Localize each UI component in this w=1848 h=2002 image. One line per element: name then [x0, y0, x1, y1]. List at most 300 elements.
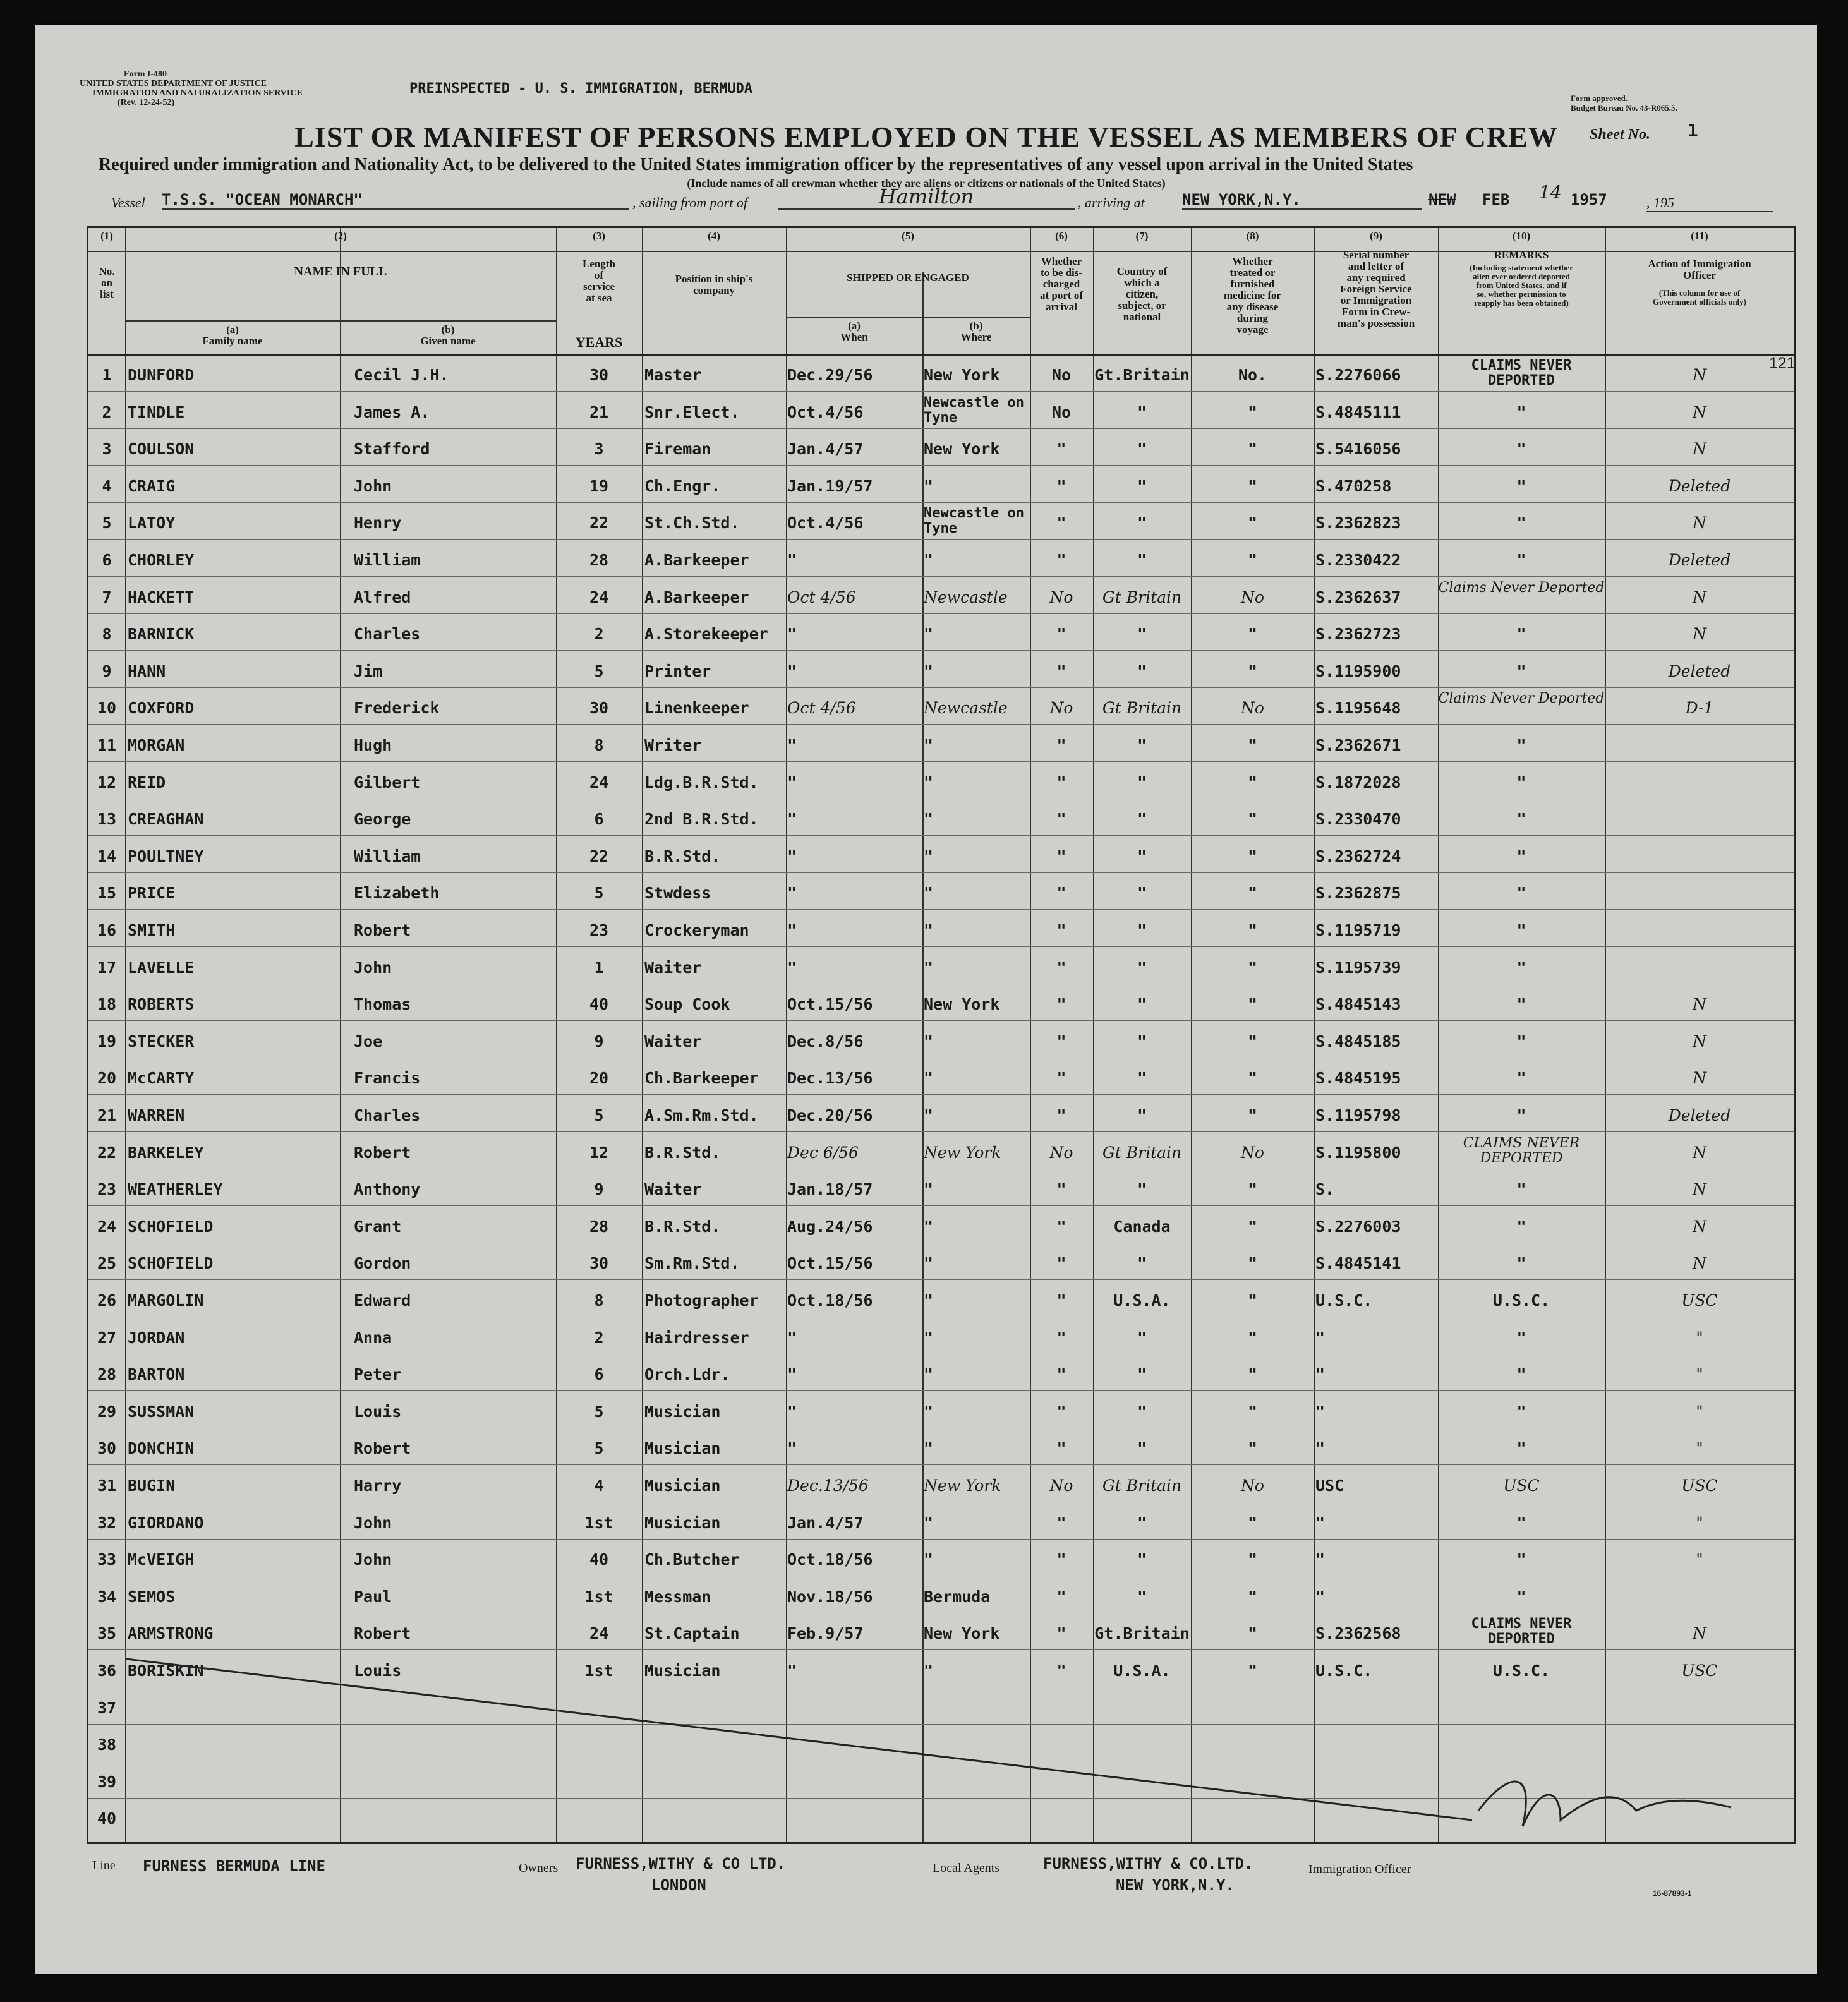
cell-where: " [924, 736, 934, 754]
cell-no: 27 [97, 1328, 117, 1347]
cell-when: " [787, 551, 797, 569]
sailing-port: Hamilton [778, 184, 1075, 210]
cell-action: " [1696, 1402, 1703, 1421]
cell-when: " [787, 773, 797, 792]
col-header-action-note: (This column for use of Government officials only) [1652, 288, 1747, 306]
cell-discharge: " [1056, 847, 1066, 865]
cell-position: Musician [644, 1661, 721, 1680]
cell-serial: " [1315, 1365, 1326, 1384]
manifest-sheet [35, 25, 1817, 1974]
cell-given: Charles [354, 625, 421, 644]
cell-position: Soup Cook [644, 995, 730, 1014]
cell-years: 6 [594, 1365, 604, 1384]
cell-no: 4 [102, 476, 112, 495]
cell-where: New York [924, 366, 1000, 384]
cell-no: 1 [102, 366, 112, 384]
cell-treated: " [1247, 1106, 1258, 1125]
cell-where: " [924, 1217, 934, 1236]
cell-when: " [787, 847, 797, 865]
cell-given: John [354, 1513, 392, 1532]
cell-country: " [1137, 1328, 1147, 1347]
cell-position: Linenkeeper [644, 699, 749, 718]
cell-family: BARTON [128, 1365, 185, 1384]
cell-serial: U.S.C. [1315, 1661, 1373, 1680]
cell-remarks: " [1516, 514, 1526, 533]
cell-discharge: " [1056, 625, 1066, 644]
cell-action: N [1693, 402, 1706, 421]
cell-no: 33 [97, 1550, 117, 1569]
cell-treated: " [1247, 1217, 1258, 1236]
col-header-shipped: SHIPPED OR ENGAGED [847, 272, 969, 284]
sailing-label: , sailing from port of [632, 195, 747, 210]
cell-where: New York [924, 1143, 1001, 1162]
cell-treated: " [1247, 1587, 1258, 1606]
cell-serial: USC [1315, 1476, 1344, 1495]
cell-family: BARKELEY [128, 1143, 204, 1162]
cell-discharge: " [1056, 1439, 1066, 1458]
cell-treated: " [1247, 440, 1258, 459]
cell-serial: S.1872028 [1315, 773, 1401, 792]
arriving-port: NEW YORK,N.Y. [1182, 191, 1422, 210]
cell-family: WEATHERLEY [128, 1180, 223, 1199]
cell-remarks: " [1516, 1439, 1526, 1458]
cell-family: POULTNEY [128, 847, 204, 865]
cell-no: 12 [97, 773, 117, 792]
cell-serial: S.4845141 [1315, 1254, 1401, 1273]
cell-discharge: " [1056, 440, 1066, 459]
cell-treated: " [1247, 551, 1258, 569]
cell-given: Edward [354, 1291, 411, 1310]
cell-position: Musician [644, 1402, 721, 1421]
cell-no: 20 [97, 1069, 117, 1088]
cell-discharge: " [1056, 1661, 1066, 1680]
cell-treated: " [1247, 1365, 1258, 1384]
cell-when: " [787, 1661, 797, 1680]
cell-position: Crockeryman [644, 921, 749, 939]
cell-given: Alfred [354, 588, 411, 606]
cell-years: 40 [589, 1550, 609, 1569]
cell-family: ROBERTS [128, 995, 195, 1014]
cell-years: 28 [589, 1217, 609, 1236]
cell-serial: S.4845143 [1315, 995, 1401, 1014]
cell-discharge: " [1056, 1587, 1066, 1606]
cell-family: BUGIN [128, 1476, 176, 1495]
cell-where: " [924, 1550, 934, 1569]
cell-remarks: " [1516, 736, 1526, 754]
cell-remarks: USC [1503, 1476, 1540, 1495]
cell-years: 5 [594, 884, 604, 903]
line-label: Line [92, 1859, 116, 1872]
cell-given: Grant [354, 1217, 402, 1236]
cell-treated: " [1247, 476, 1258, 495]
cell-position: Musician [644, 1476, 721, 1495]
vessel-label: Vessel [111, 195, 145, 210]
col-header-length: Length of service at sea [583, 258, 615, 304]
year-suffix: , 195 [1646, 195, 1773, 212]
cell-when: Oct.15/56 [787, 995, 873, 1014]
col-header-no: No. on list [99, 265, 115, 300]
cell-when: " [787, 736, 797, 754]
cell-action: N [1693, 1069, 1706, 1088]
cell-years: 20 [589, 1069, 609, 1088]
cell-no: 28 [97, 1365, 117, 1384]
cell-given: Joe [354, 1032, 383, 1051]
cell-years: 21 [589, 402, 609, 421]
cell-years: 1 [594, 958, 604, 977]
col-header-name: NAME IN FULL [294, 265, 387, 279]
cell-years: 1st [584, 1661, 613, 1680]
cell-no: 8 [102, 625, 112, 644]
form-identifier [80, 69, 303, 107]
cell-discharge: " [1056, 476, 1066, 495]
sheet-no-value: 1 [1688, 120, 1698, 141]
cell-given: Harry [354, 1476, 402, 1495]
cell-action: USC [1681, 1661, 1718, 1680]
cell-position: B.R.Std. [644, 847, 721, 865]
cell-treated: " [1247, 884, 1258, 903]
approved-text: Form approved. [1571, 93, 1628, 103]
cell-when: " [787, 1328, 797, 1347]
cell-when: Jan.4/57 [787, 440, 864, 459]
cell-when: Jan.19/57 [787, 476, 873, 495]
cell-treated: " [1247, 1180, 1258, 1199]
cell-action: N [1693, 1217, 1706, 1236]
cell-given: George [354, 810, 411, 829]
cell-country: " [1137, 1439, 1147, 1458]
cell-action: D-1 [1685, 699, 1714, 718]
owners-label: Owners [519, 1861, 559, 1875]
cell-family: HACKETT [128, 588, 195, 606]
cell-family: GIORDANO [128, 1513, 204, 1532]
cell-where: Newcastle [924, 588, 1008, 606]
cell-serial: S.2362724 [1315, 847, 1401, 865]
owners-value: FURNESS,WITHY & CO LTD. [576, 1855, 786, 1872]
cell-family: COULSON [128, 440, 195, 459]
cell-discharge: " [1056, 1513, 1066, 1532]
cell-treated: " [1247, 1513, 1258, 1532]
cell-no: 17 [97, 958, 117, 977]
cell-no: 13 [97, 810, 117, 829]
cell-position: Hairdresser [644, 1328, 749, 1347]
cell-family: JORDAN [128, 1328, 185, 1347]
cell-position: Waiter [644, 958, 702, 977]
cell-action: USC [1681, 1476, 1718, 1495]
col-header-country: Country of which a citizen, subject, or national [1116, 265, 1168, 323]
cell-where: " [924, 1254, 934, 1273]
cell-country: " [1137, 476, 1147, 495]
cell-years: 28 [589, 551, 609, 569]
cell-years: 5 [594, 1106, 604, 1125]
col-num-8: (8) [1246, 230, 1259, 242]
cell-treated: " [1247, 402, 1258, 421]
cell-when: Oct 4/56 [787, 588, 856, 606]
cell-serial: S. [1315, 1180, 1335, 1199]
cell-discharge: " [1056, 1217, 1066, 1236]
vessel-name: T.S.S. "OCEAN MONARCH" [162, 191, 629, 210]
cell-no: 2 [102, 402, 112, 421]
cell-country: " [1137, 514, 1147, 533]
cell-discharge: No [1051, 366, 1072, 384]
cell-family: SMITH [128, 921, 176, 939]
cell-serial: " [1315, 1587, 1326, 1606]
cell-position: Ch.Barkeeper [644, 1069, 759, 1088]
cell-years: 19 [589, 476, 609, 495]
cell-given: James A. [354, 402, 430, 421]
cell-action: " [1696, 1513, 1703, 1532]
cell-years: 24 [589, 588, 609, 606]
col-num-10: (10) [1512, 230, 1531, 242]
col-num-5: (5) [902, 230, 914, 242]
cell-action: N [1693, 995, 1706, 1014]
cell-country: U.S.A. [1113, 1661, 1171, 1680]
col-header-years: YEARS [575, 334, 623, 350]
cell-serial: S.2276003 [1315, 1217, 1401, 1236]
cell-country: " [1137, 551, 1147, 569]
cell-years: 5 [594, 661, 604, 680]
cell-no: 32 [97, 1513, 117, 1532]
cell-given: Frederick [354, 699, 440, 718]
cell-when: Dec.13/56 [787, 1476, 869, 1495]
officer-label: Immigration Officer [1308, 1862, 1411, 1876]
cell-family: CREAGHAN [128, 810, 204, 829]
cell-where: " [924, 1439, 934, 1458]
cell-country: " [1137, 736, 1147, 754]
cell-when: Feb.9/57 [787, 1624, 864, 1643]
cell-years: 12 [589, 1143, 609, 1162]
cell-given: Paul [354, 1587, 392, 1606]
cell-serial: S.2362568 [1315, 1624, 1401, 1643]
service: IMMIGRATION AND NATURALIZATION SERVICE [92, 88, 303, 98]
cell-where: " [924, 1661, 934, 1680]
cell-given: John [354, 1550, 392, 1569]
cell-treated: " [1247, 995, 1258, 1014]
cell-remarks: " [1516, 402, 1526, 421]
cell-serial: U.S.C. [1315, 1291, 1373, 1310]
cell-country: " [1137, 1069, 1147, 1088]
cell-discharge: " [1056, 1624, 1066, 1643]
cell-position: B.R.Std. [644, 1217, 721, 1236]
arrival-year: 1957 [1571, 191, 1607, 208]
cell-discharge: " [1056, 514, 1066, 533]
cell-years: 2 [594, 1328, 604, 1347]
cell-when: Dec.8/56 [787, 1032, 864, 1051]
cell-remarks: " [1516, 773, 1526, 792]
cell-family: BARNICK [128, 625, 195, 644]
line-value: FURNESS BERMUDA LINE [143, 1857, 325, 1875]
cell-where: " [924, 625, 934, 644]
cell-treated: " [1247, 1291, 1258, 1310]
cell-country: Canada [1113, 1217, 1171, 1236]
col-num-7: (7) [1135, 230, 1149, 242]
col-header-when: (a) When [840, 320, 868, 343]
cell-country: " [1137, 921, 1147, 939]
cell-treated: No [1241, 699, 1264, 718]
cell-treated: " [1247, 847, 1258, 865]
cell-family: PRICE [128, 884, 176, 903]
cell-where: " [924, 1069, 934, 1088]
cell-action: Deleted [1668, 476, 1731, 495]
arrival-month: FEB [1482, 191, 1510, 208]
cell-family: WARREN [128, 1106, 185, 1125]
cell-no: 7 [102, 588, 112, 606]
cell-treated: " [1247, 1624, 1258, 1643]
cell-position: Snr.Elect. [644, 402, 740, 421]
cell-action: " [1696, 1365, 1703, 1384]
cell-remarks: " [1516, 847, 1526, 865]
preinspected-stamp: PREINSPECTED - U. S. IMMIGRATION, BERMUDA [409, 81, 753, 97]
cell-where: " [924, 847, 934, 865]
agents-label: Local Agents [933, 1861, 1000, 1875]
cell-given: Robert [354, 921, 411, 939]
cell-given: William [354, 847, 421, 865]
cell-remarks: " [1516, 1513, 1526, 1532]
cell-when: Oct.18/56 [787, 1291, 873, 1310]
cell-discharge: " [1056, 1032, 1066, 1051]
cell-discharge: No [1049, 1476, 1073, 1495]
cell-country: " [1137, 995, 1147, 1014]
cell-serial: S.2362823 [1315, 514, 1401, 533]
cell-treated: No [1241, 1143, 1264, 1162]
cell-years: 4 [594, 1476, 604, 1495]
col-num-4: (4) [708, 230, 720, 242]
cell-given: Elizabeth [354, 884, 440, 903]
cell-position: Stwdess [644, 884, 711, 903]
cell-remarks: " [1516, 1254, 1526, 1273]
col-header-where: (b) Where [960, 320, 992, 343]
cell-action: N [1693, 1624, 1706, 1643]
cell-country: " [1137, 1180, 1147, 1199]
cell-discharge: " [1056, 661, 1066, 680]
cell-where: " [924, 810, 934, 829]
cell-where: " [924, 1328, 934, 1347]
cell-remarks: " [1516, 1328, 1526, 1347]
cell-family: SUSSMAN [128, 1402, 195, 1421]
cell-remarks: " [1516, 921, 1526, 939]
cell-no: 16 [97, 921, 117, 939]
col-num-6: (6) [1055, 230, 1068, 242]
cell-given: Jim [354, 661, 383, 680]
cell-action: Deleted [1668, 1106, 1731, 1125]
cell-discharge: " [1056, 884, 1066, 903]
cell-when: " [787, 625, 797, 644]
cell-remarks: Claims Never Deported [1438, 690, 1605, 707]
cell-discharge: " [1056, 551, 1066, 569]
cell-where: " [924, 921, 934, 939]
cell-treated: " [1247, 773, 1258, 792]
cell-position: Sm.Rm.Std. [644, 1254, 740, 1273]
cell-serial: S.2362723 [1315, 625, 1401, 644]
cell-given: Louis [354, 1661, 402, 1680]
cell-years: 30 [589, 1254, 609, 1273]
cell-treated: " [1247, 921, 1258, 939]
cell-remarks: CLAIMS NEVER DEPORTED [1471, 358, 1572, 389]
cell-given: Gilbert [354, 773, 421, 792]
cell-family: McCARTY [128, 1069, 195, 1088]
col-num-2: (2) [334, 230, 347, 242]
cell-serial: S.1195648 [1315, 699, 1401, 718]
cell-position: Photographer [644, 1291, 759, 1310]
officer-signature [1478, 1782, 1731, 1826]
cell-where: " [924, 1365, 934, 1384]
cell-country: " [1137, 440, 1147, 459]
cell-no: 21 [97, 1106, 117, 1125]
cell-no: 6 [102, 551, 112, 569]
cell-years: 22 [589, 847, 609, 865]
cell-treated: No [1241, 1476, 1264, 1495]
cell-years: 9 [594, 1032, 604, 1051]
cell-treated: " [1247, 1328, 1258, 1347]
cell-position: Writer [644, 736, 702, 754]
cell-remarks: " [1516, 1365, 1526, 1384]
cell-years: 1st [584, 1587, 613, 1606]
cell-extra: 121 [1769, 354, 1796, 372]
cell-when: Oct.18/56 [787, 1550, 873, 1569]
cell-no: 24 [97, 1217, 117, 1236]
cell-treated: " [1247, 1032, 1258, 1051]
department: UNITED STATES DEPARTMENT OF JUSTICE [80, 79, 267, 88]
cell-where: " [924, 958, 934, 977]
cell-position: B.R.Std. [644, 1143, 721, 1162]
cell-serial: S.470258 [1315, 476, 1392, 495]
cell-remarks: " [1516, 1587, 1526, 1606]
page-title: LIST OR MANIFEST OF PERSONS EMPLOYED ON THE VESSEL AS MEMBERS OF CREW [294, 121, 1558, 153]
cell-family: CRAIG [128, 476, 176, 495]
cell-position: Musician [644, 1513, 721, 1532]
cell-treated: " [1247, 1402, 1258, 1421]
cell-country: " [1137, 1365, 1147, 1384]
cell-given: Cecil J.H. [354, 366, 449, 384]
cell-remarks: " [1516, 661, 1526, 680]
cell-discharge: " [1056, 958, 1066, 977]
revision: (Rev. 12-24-52) [118, 98, 175, 107]
cell-discharge: " [1056, 995, 1066, 1014]
cell-country: " [1137, 661, 1147, 680]
cell-where: " [924, 1291, 934, 1310]
cell-no: 37 [97, 1698, 117, 1717]
cell-where: Newcastle [924, 699, 1008, 718]
cell-serial: S.4845111 [1315, 402, 1401, 421]
cell-treated: " [1247, 1661, 1258, 1680]
cell-when: Jan.4/57 [787, 1513, 864, 1532]
cell-position: Orch.Ldr. [644, 1365, 730, 1384]
cell-years: 40 [589, 995, 609, 1014]
cell-years: 30 [589, 366, 609, 384]
cell-no: 26 [97, 1291, 117, 1310]
cell-discharge: " [1056, 1106, 1066, 1125]
cell-country: " [1137, 1587, 1147, 1606]
cell-serial: S.2362637 [1315, 588, 1401, 606]
agents-city: NEW YORK,N.Y. [1116, 1876, 1235, 1894]
cell-remarks: " [1516, 476, 1526, 495]
cell-family: ARMSTRONG [128, 1624, 214, 1643]
cell-no: 30 [97, 1439, 117, 1458]
cell-discharge: " [1056, 773, 1066, 792]
cell-discharge: No [1049, 1143, 1073, 1162]
crew-table [87, 226, 1796, 1844]
cell-discharge: " [1056, 921, 1066, 939]
col-header-treated: Whether treated or furnished medicine for any disease during voyage [1223, 255, 1282, 335]
cell-given: Anna [354, 1328, 392, 1347]
cell-years: 22 [589, 514, 609, 533]
cell-when: " [787, 1402, 797, 1421]
cell-serial: S.1195800 [1315, 1143, 1401, 1162]
cell-where: New York [924, 440, 1000, 459]
form-approval [1571, 93, 1677, 112]
cell-serial: " [1315, 1439, 1326, 1458]
col-header-serial: Serial number and letter of any required Foreign Service or Immigration Form in Crew- man's possession [1337, 249, 1415, 329]
cell-family: MORGAN [128, 736, 185, 754]
print-code: 16-87893-1 [1653, 1889, 1692, 1898]
